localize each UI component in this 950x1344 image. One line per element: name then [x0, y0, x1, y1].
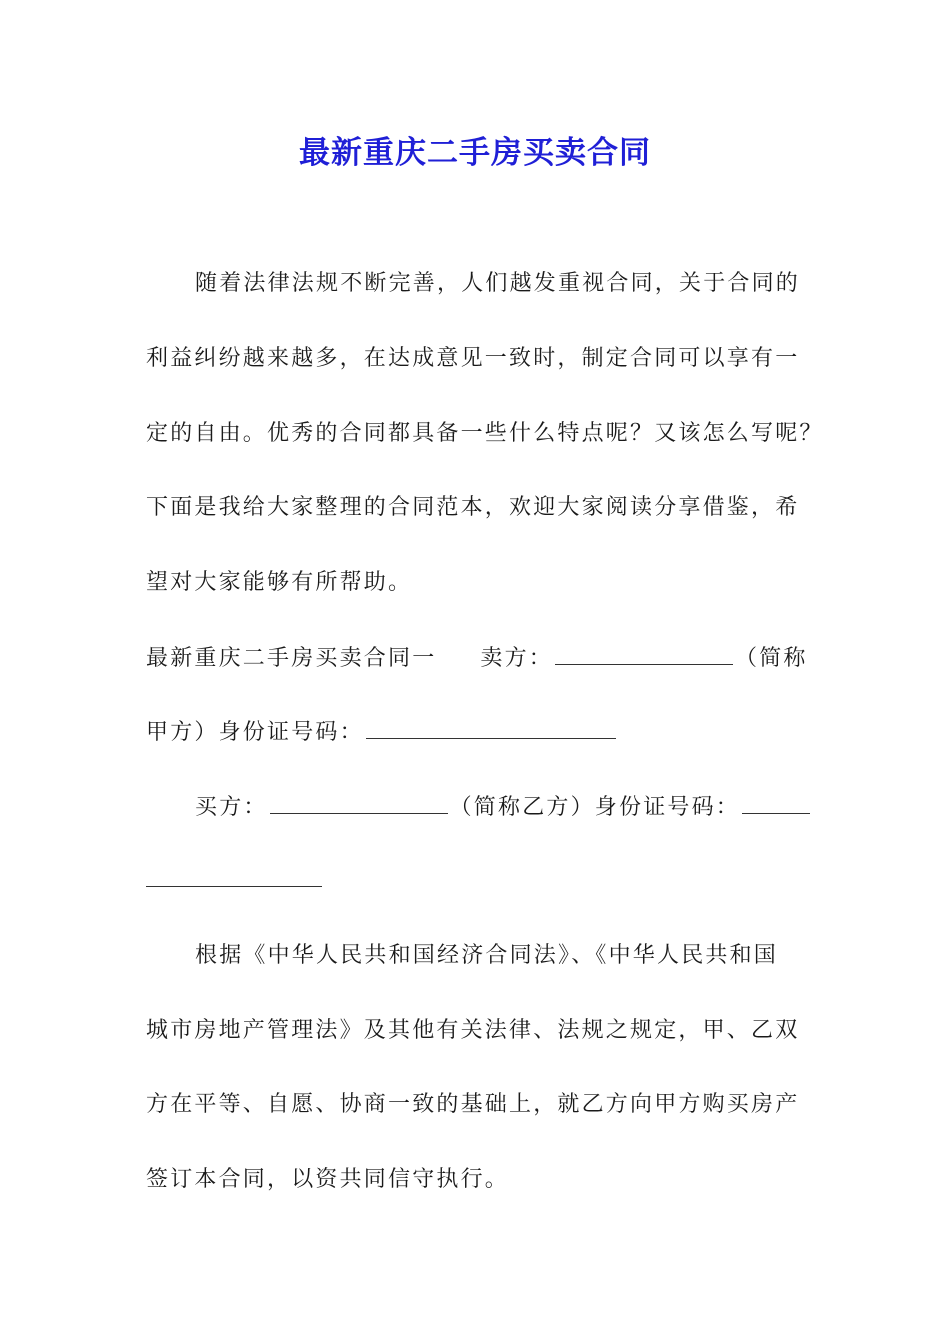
body-line-3: 方在平等、自愿、协商一致的基础上，就乙方向甲方购买房产: [146, 1092, 800, 1117]
intro-line-2: 利益纠纷越来越多，在达成意见一致时，制定合同可以享有一: [146, 346, 800, 371]
buyer-id-blank[interactable]: [742, 787, 810, 814]
section-heading: 最新重庆二手房买卖合同一: [146, 646, 437, 671]
buyer-line: [195, 787, 875, 828]
seller-suffix: （简称: [735, 646, 808, 671]
buyer-label: 买方：: [195, 795, 268, 820]
buyer-suffix: （简称乙方）身份证号码：: [449, 795, 741, 820]
intro-line-5: 望对大家能够有所帮助。: [146, 570, 413, 595]
intro-line-1: 随着法律法规不断完善，人们越发重视合同，关于合同的: [195, 271, 801, 296]
buyer-name-blank[interactable]: [270, 787, 448, 814]
seller-id-label: 甲方）身份证号码：: [146, 720, 364, 745]
buyer-id-blank-continued[interactable]: [146, 886, 322, 887]
seller-name-blank[interactable]: [555, 638, 733, 665]
seller-label: 卖方：: [480, 646, 554, 671]
body-line-4: 签订本合同，以资共同信守执行。: [146, 1167, 510, 1192]
intro-line-3: 定的自由。优秀的合同都具备一些什么特点呢？又该怎么写呢？: [146, 421, 824, 446]
seller-id-line: [146, 712, 826, 753]
seller-id-blank[interactable]: [366, 712, 616, 739]
document-title: 最新重庆二手房买卖合同: [299, 135, 651, 171]
seller-line: [146, 638, 826, 679]
body-line-2: 城市房地产管理法》及其他有关法律、法规之规定，甲、乙双: [146, 1018, 800, 1043]
intro-line-4: 下面是我给大家整理的合同范本，欢迎大家阅读分享借鉴，希: [146, 495, 800, 520]
body-line-1: 根据《中华人民共和国经济合同法》、《中华人民共和国: [195, 943, 779, 968]
